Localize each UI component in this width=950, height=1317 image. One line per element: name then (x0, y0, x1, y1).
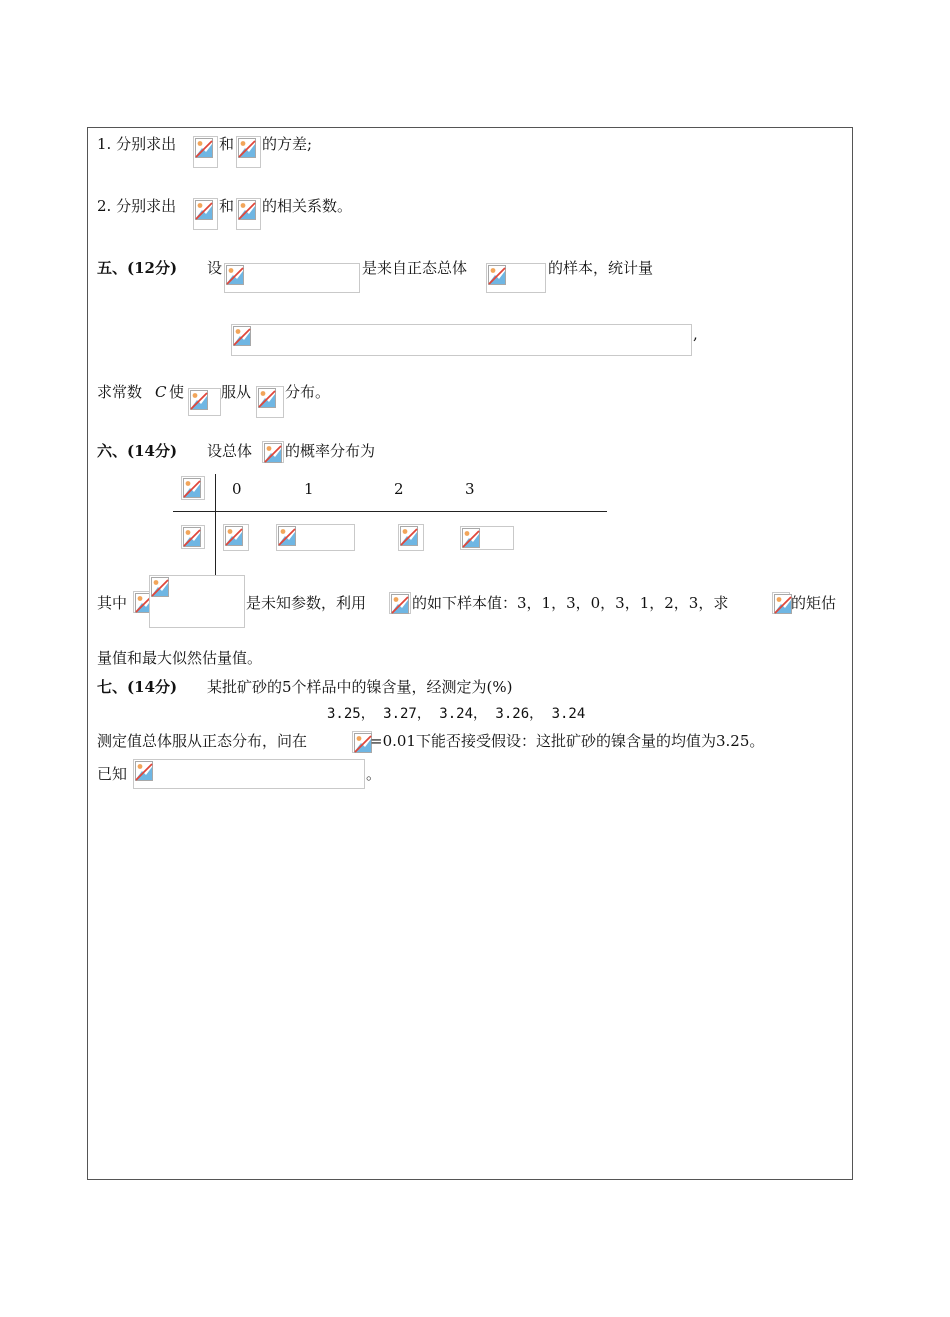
q7-values: 3.25， 3.27， 3.24， 3.26， 3.24 (327, 706, 586, 722)
table-header-2: 2 (394, 480, 404, 498)
formula-image (772, 592, 790, 614)
q6-text-3: 其中 (97, 594, 128, 612)
table-cell-image (276, 524, 355, 551)
q6-heading: 六、(14分) (97, 442, 178, 460)
q5-text-3: 的样本，统计量 (548, 259, 654, 277)
broken-image-icon (488, 265, 506, 285)
broken-image-icon (238, 200, 256, 220)
q7-text-1: 某批矿砂的5个样品中的镍含量，经测定为(%) (207, 678, 513, 696)
formula-image (262, 441, 284, 463)
q5-constant-c: C (155, 383, 167, 401)
table-cell-image (181, 476, 205, 500)
broken-image-icon (278, 526, 296, 546)
q5-text-2: 是来自正态总体 (362, 259, 468, 277)
formula-image (389, 592, 411, 614)
q6-text-6: 的矩估 (791, 594, 837, 612)
table-cell-image (460, 526, 514, 550)
q5-text-7: 分布。 (285, 383, 331, 401)
table-header-3: 3 (465, 480, 475, 498)
q6-text-4: 是未知参数，利用 (246, 594, 367, 612)
q4-item1-and: 和 (219, 135, 235, 153)
q7-text-2: 测定值总体服从正态分布，问在 (97, 732, 308, 750)
broken-image-icon (264, 443, 282, 463)
q4-item2-suffix: 的相关系数。 (262, 197, 353, 215)
formula-image (486, 263, 546, 293)
formula-image (256, 386, 284, 418)
formula-image (236, 136, 261, 168)
formula-image (188, 388, 221, 416)
q5-text-4: 求常数 (97, 383, 143, 401)
q4-item2-prefix: 2. 分别求出 (97, 197, 177, 215)
broken-image-icon (195, 200, 213, 220)
q6-text-1: 设总体 (207, 442, 253, 460)
broken-image-icon (391, 594, 409, 614)
broken-image-icon (238, 138, 256, 158)
broken-image-icon (135, 761, 153, 781)
broken-image-icon (183, 527, 201, 547)
broken-image-icon (226, 265, 244, 285)
broken-image-icon (190, 390, 208, 410)
table-header-0: 0 (232, 480, 242, 498)
q4-item2-and: 和 (219, 197, 235, 215)
q7-text-4: 已知 (97, 765, 128, 783)
broken-image-icon (233, 326, 251, 346)
formula-image (193, 198, 218, 230)
broken-image-icon (225, 526, 243, 546)
q4-item1-suffix: 的方差; (262, 135, 313, 153)
broken-image-icon (462, 528, 480, 548)
formula-image (133, 759, 365, 789)
q5-comma: , (693, 325, 698, 343)
broken-image-icon (258, 388, 276, 408)
q6-text-2: 的概率分布为 (285, 442, 376, 460)
q7-text-3: =0.01下能否接受假设：这批矿砂的镍含量的均值为3.25。 (370, 732, 765, 750)
q5-text-1: 设 (207, 259, 223, 277)
q5-text-6: 服从 (221, 383, 252, 401)
q7-heading: 七、(14分) (97, 678, 178, 696)
broken-image-icon (774, 594, 792, 614)
formula-image (236, 198, 261, 230)
table-cell-image (223, 524, 249, 551)
q7-text-5: 。 (366, 765, 382, 783)
table-cell-image (398, 524, 424, 551)
broken-image-icon (151, 577, 169, 597)
formula-image (352, 731, 372, 753)
broken-image-icon (195, 138, 213, 158)
formula-image (224, 263, 360, 293)
formula-image (149, 575, 245, 628)
q4-item1-prefix: 1. 分别求出 (97, 135, 177, 153)
q6-text-7: 量值和最大似然估量值。 (97, 649, 263, 667)
table-header-1: 1 (304, 480, 314, 498)
formula-image (231, 324, 692, 356)
q5-text-5: 使 (169, 383, 185, 401)
broken-image-icon (400, 526, 418, 546)
broken-image-icon (183, 478, 201, 498)
q5-heading: 五、(12分) (97, 259, 178, 277)
table-cell-image (181, 525, 205, 549)
q6-text-5: 的如下样本值：3，1，3，0，3，1，2，3，求 (412, 594, 729, 612)
table-vertical-rule (215, 474, 216, 576)
formula-image (193, 136, 218, 168)
table-horizontal-rule (173, 511, 607, 512)
